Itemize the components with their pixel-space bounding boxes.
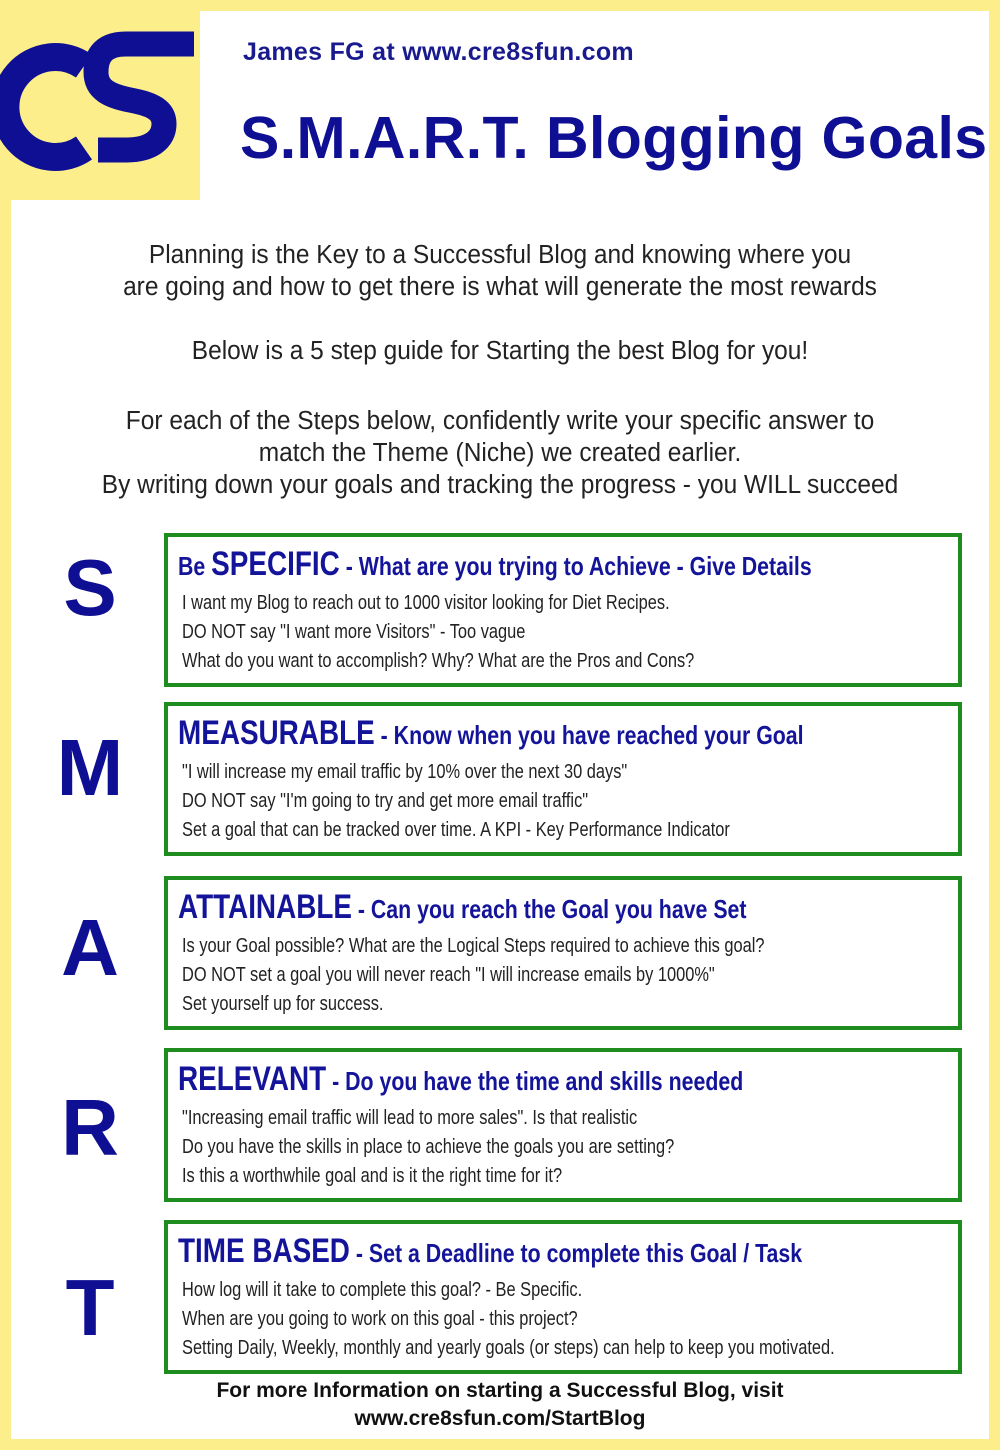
- step-line: What do you want to accomplish? Why? What are the Pros and Cons?: [182, 650, 695, 672]
- byline: James FG at www.cre8sfun.com: [243, 38, 634, 66]
- step-letter-s: S: [63, 543, 117, 632]
- intro-line: Below is a 5 step guide for Starting the best Blog for you!: [191, 337, 809, 365]
- step-subtitle: - Do you have the time and skills needed: [326, 1066, 744, 1096]
- step-line: DO NOT say "I want more Visitors" - Too vague: [182, 621, 526, 643]
- step-heading: [178, 1060, 743, 1099]
- step-line: Set yourself up for success.: [182, 993, 384, 1015]
- step-line: Do you have the skills in place to achieve the goals you are setting?: [182, 1136, 675, 1158]
- step-line: How log will it take to complete this goal? - Be Specific.: [182, 1279, 583, 1301]
- step-lines: [182, 932, 765, 1019]
- step-letter-m: M: [56, 723, 124, 812]
- intro-line: By writing down your goals and tracking the progress - you WILL succeed: [101, 471, 899, 499]
- step-lines: [182, 758, 730, 845]
- step-line: Is your Goal possible? What are the Logical Steps required to achieve this goal?: [182, 935, 765, 957]
- step-keyword: MEASURABLE: [178, 714, 375, 752]
- step-keyword: SPECIFIC: [211, 545, 340, 583]
- step-heading: [178, 714, 804, 753]
- step-card-measurable: [164, 702, 962, 856]
- step-letter-t: T: [65, 1263, 115, 1352]
- step-letter-a: A: [61, 903, 119, 992]
- step-line: Is this a worthwhile goal and is it the right time for it?: [182, 1165, 563, 1187]
- footer-link[interactable]: www.cre8sfun.com/StartBlog: [354, 1407, 646, 1430]
- step-keyword: RELEVANT: [178, 1060, 327, 1098]
- step-line: Set a goal that can be tracked over time. A KPI - Key Performance Indicator: [182, 819, 730, 841]
- intro-line: For each of the Steps below, confidently write your specific answer to: [125, 407, 875, 435]
- step-keyword: TIME BASED: [178, 1232, 350, 1270]
- step-line: "Increasing email traffic will lead to more sales". Is that realistic: [182, 1107, 638, 1129]
- step-line: When are you going to work on this goal - this project?: [182, 1308, 578, 1330]
- footer: [0, 1377, 1000, 1433]
- step-prefix: Be: [178, 551, 212, 581]
- intro-paragraph-1: [0, 239, 1000, 303]
- step-line: DO NOT set a goal you will never reach "I will increase emails by 1000%": [182, 964, 715, 986]
- step-lines: [182, 1276, 835, 1363]
- logo-mark-icon: [0, 0, 200, 200]
- intro-paragraph-3: [0, 405, 1000, 501]
- step-line: I want my Blog to reach out to 1000 visitor looking for Diet Recipes.: [182, 592, 670, 614]
- footer-line: For more Information on starting a Successful Blog, visit: [216, 1379, 784, 1402]
- step-subtitle: - Set a Deadline to complete this Goal / Task: [349, 1238, 803, 1268]
- step-line: Setting Daily, Weekly, monthly and yearly goals (or steps) can help to keep you motivated.: [182, 1337, 835, 1359]
- step-subtitle: - Know when you have reached your Goal: [374, 720, 804, 750]
- step-card-attainable: [164, 876, 962, 1030]
- intro-line: match the Theme (Niche) we created earlier.: [258, 439, 742, 467]
- step-heading: [178, 545, 812, 584]
- step-heading: [178, 1232, 802, 1271]
- step-card-specific: [164, 533, 962, 687]
- step-lines: [182, 589, 694, 676]
- step-line: DO NOT say "I'm going to try and get more email traffic": [182, 790, 589, 812]
- step-subtitle: - What are you trying to Achieve - Give Details: [339, 551, 812, 581]
- intro-paragraph-2: [0, 335, 1000, 367]
- logo-overlay: [0, 0, 200, 200]
- step-card-relevant: [164, 1048, 962, 1202]
- step-heading: [178, 888, 747, 927]
- step-keyword: ATTAINABLE: [178, 888, 352, 926]
- step-card-time-based: [164, 1220, 962, 1374]
- step-subtitle: - Can you reach the Goal you have Set: [351, 894, 747, 924]
- intro-line: are going and how to get there is what will generate the most rewards: [123, 273, 877, 301]
- step-letter-r: R: [61, 1083, 119, 1172]
- step-lines: [182, 1104, 674, 1191]
- page-title: S.M.A.R.T. Blogging Goals: [240, 105, 988, 171]
- step-line: "I will increase my email traffic by 10% over the next 30 days": [182, 761, 628, 783]
- intro-line: Planning is the Key to a Successful Blog and knowing where you: [148, 241, 852, 269]
